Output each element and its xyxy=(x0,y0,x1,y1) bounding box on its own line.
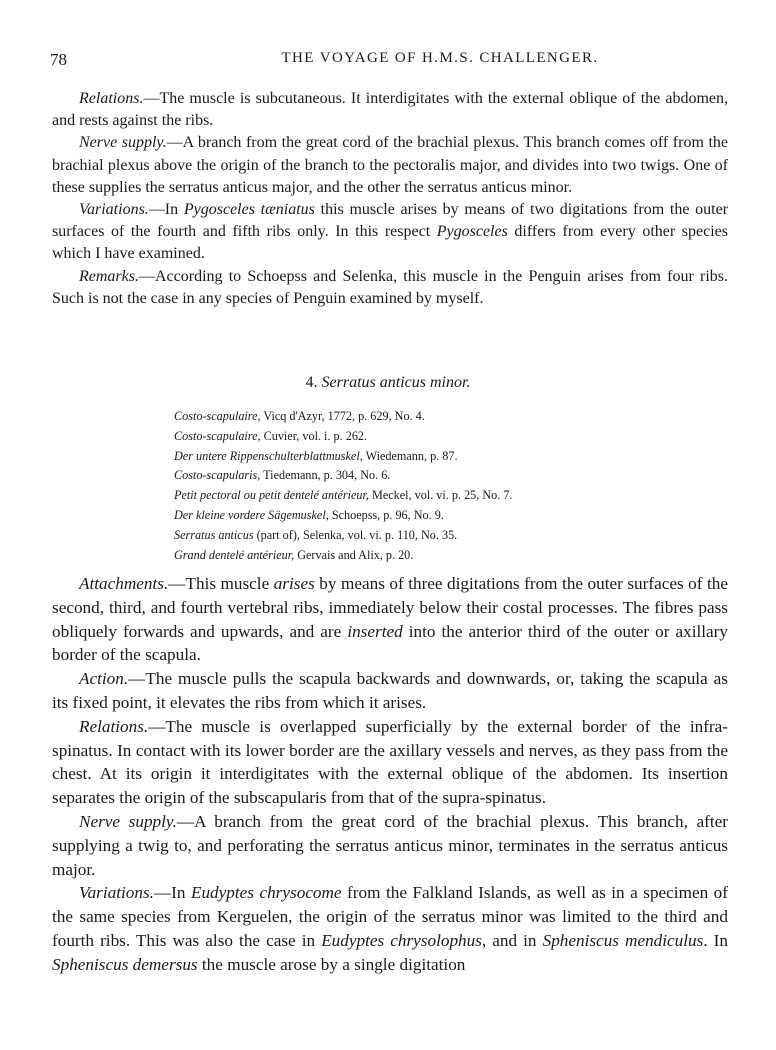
paragraph-relations: Relations.—The muscle is subcutaneous. It interdigitates with the external oblique of the abdomen, and rests against the ribs. xyxy=(52,90,728,130)
paragraph-relations: Relations.—The muscle is overlapped superficially by the external border of the infra-spinatus. In contact with its lower border are the axillary vessels and nerves, as they pass from the chest. At its origin it interdigitates with the external oblique of the abdomen. Its insertion separates the origin of the subscapularis from that of the supra-spinatus. xyxy=(52,716,728,808)
reference-detail: Gervais and Alix, p. 20. xyxy=(294,547,414,562)
reference-detail: Schoepss, p. 96, No. 9. xyxy=(328,507,444,522)
reference-name: Costo-scapulaire, xyxy=(174,428,261,443)
reference-detail: Cuvier, vol. i. p. 262. xyxy=(260,428,368,443)
lower-text-block xyxy=(52,572,728,977)
paragraph-lead: Relations. xyxy=(79,90,144,107)
paragraph-attachments: Attachments.—This muscle arises by means of three digitations from the outer surfaces of the second, third, and fourth vertebral ribs, immediately below their costal processes. The fibres pass obliquely forwards and upwards, and are inserted into the anterior third of the outer or axillary border of the scapula. xyxy=(52,574,728,665)
page-number: 78 xyxy=(50,50,67,69)
paragraph-action: Action.—The muscle pulls the scapula backwards and downwards, or, taking the scapula as its fixed point, it elevates the ribs from which it arises. xyxy=(52,669,728,712)
reference-name: Costo-scapularis, xyxy=(174,468,261,483)
reference-detail: Wiedemann, p. 87. xyxy=(362,448,458,463)
section-heading xyxy=(0,374,776,392)
upper-text-block xyxy=(52,88,728,310)
species-name: Pygosceles tæniatus xyxy=(183,201,315,219)
paragraph-lead: Variations. xyxy=(79,201,149,219)
species-name: Eudyptes chrysocome xyxy=(190,883,342,903)
paragraph-variations: Variations.—In Pygosceles tæniatus this muscle arises by means of two digitations from the outer surfaces of the fourth and fifth ribs only. In this respect Pygosceles differs from every other species which I have examined. xyxy=(52,201,729,263)
reference-detail: Meckel, vol. vi. p. 25, No. 7. xyxy=(368,488,513,503)
reference-line xyxy=(174,466,734,486)
running-title: THE VOYAGE OF H.M.S. CHALLENGER. xyxy=(281,50,599,66)
reference-detail: Vicq d'Azyr, 1772, p. 629, No. 4. xyxy=(260,409,425,423)
reference-name: Grand dentelé antérieur, xyxy=(174,547,295,562)
section-name: Serratus anticus minor. xyxy=(321,374,471,391)
section-number: 4. xyxy=(305,374,318,391)
paragraph-lead: Relations. xyxy=(79,716,149,736)
species-name: Spheniscus mendiculus xyxy=(542,930,704,950)
reference-name: Costo-scapulaire, xyxy=(174,409,261,423)
paragraph-lead: Remarks. xyxy=(79,267,139,285)
reference-line xyxy=(174,486,734,506)
paragraph-lead: Nerve supply. xyxy=(79,134,167,152)
reference-detail: Tiedemann, p. 304, No. 6. xyxy=(260,468,391,483)
reference-name: Serratus anticus xyxy=(174,527,254,542)
reference-line xyxy=(174,427,734,447)
reference-line xyxy=(174,506,734,526)
species-name: Spheniscus demersus xyxy=(52,954,198,974)
paragraph-lead: Variations. xyxy=(79,883,154,903)
paragraph-nerve-supply: Nerve supply.—A branch from the great cord of the brachial plexus. This branch comes off from the brachial plexus above the origin of the branch to the pectoralis major, and divides into two twigs. One of these supplies the serratus anticus major, and the other the serratus anticus minor. xyxy=(52,134,728,196)
page-header xyxy=(50,50,730,72)
reference-name: Der kleine vordere Sägemuskel, xyxy=(174,507,329,522)
reference-line xyxy=(174,526,734,546)
synonymy-list xyxy=(174,407,734,565)
paragraph-variations: Variations.—In Eudyptes chrysocome from the Falkland Islands, as well as in a specimen of the same species from Kerguelen, the origin of the serratus minor was limited to the third and fourth ribs. This was also the case in Eudyptes chrysolophus, and in Spheniscus mendiculus. In Spheniscus demersus the muscle arose by a single digitation xyxy=(52,883,729,974)
reference-line xyxy=(174,407,734,427)
paragraph-lead: Attachments. xyxy=(79,574,169,593)
reference-name: Der untere Rippenschulterblattmuskel, xyxy=(174,448,363,463)
paragraph-lead: Nerve supply. xyxy=(79,811,177,831)
reference-name: Petit pectoral ou petit dentelé antérieur, xyxy=(174,488,369,503)
emphasis-arises: arises xyxy=(273,574,315,593)
paragraph-lead: Action. xyxy=(79,669,129,689)
reference-detail: (part of), Selenka, vol. vi. p. 110, No. 35. xyxy=(253,527,458,542)
emphasis-inserted: inserted xyxy=(347,621,403,641)
reference-line xyxy=(174,546,734,566)
paragraph-remarks: Remarks.—According to Schoepss and Selenka, this muscle in the Penguin arises from four ribs. Such is not the case in any species of Penguin examined by myself. xyxy=(52,267,728,307)
species-name: Eudyptes chrysolophus xyxy=(321,930,482,950)
reference-line xyxy=(174,447,734,467)
paragraph-nerve-supply: Nerve supply.—A branch from the great cord of the brachial plexus. This branch, after supplying a twig to, and perforating the serratus anticus minor, terminates in the serratus anticus major. xyxy=(52,811,729,879)
genus-name: Pygosceles xyxy=(436,223,508,241)
